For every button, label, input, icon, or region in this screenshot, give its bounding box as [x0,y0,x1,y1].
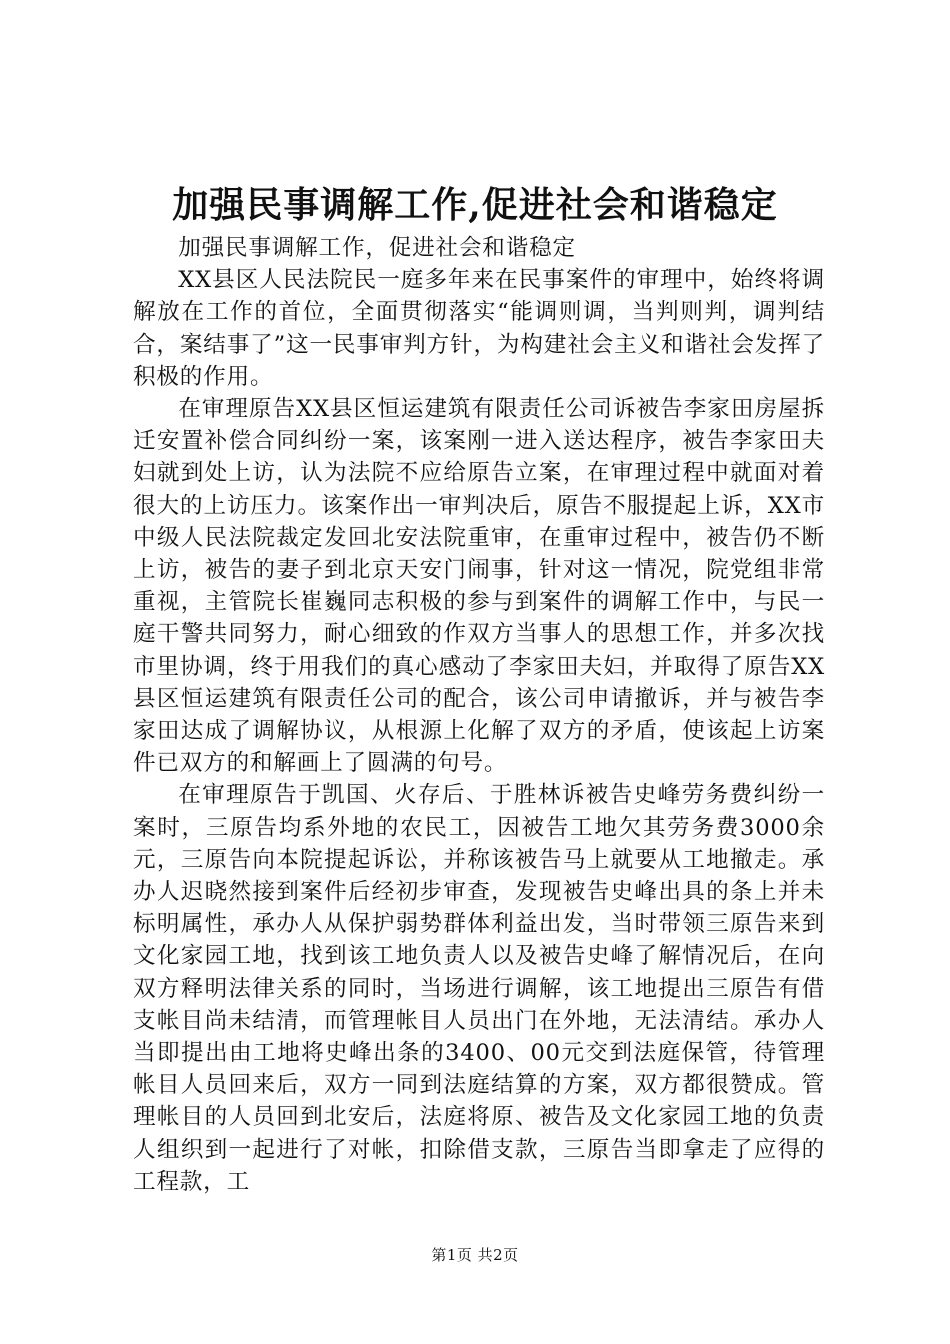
document-title: 加强民事调解工作,促进社会和谐稳定 [172,184,778,226]
page-number-footer: 第1页 共2页 [431,1246,519,1264]
document-body [133,232,825,1198]
paragraph-intro: XX县区人民法院民一庭多年来在民事案件的审理中，始终将调解放在工作的首位，全面贯彻落实“能调则调，当判则判，调判结合，案结事了”这一民事审判方针，为构建社会主义和谐社会发挥了积极的作用。 [133,267,825,390]
paragraph-subtitle: 加强民事调解工作，促进社会和谐稳定 [178,235,576,261]
paragraph-case-two: 在审理原告于凯国、火存后、于胜林诉被告史峰劳务费纠纷一案时，三原告均系外地的农民工，因被告工地欠其劳务费3000余元，三原告向本院提起诉讼，并称该被告马上就要从工地撤走。承办人迟晓然接到案件后经初步审查，发现被告史峰出具的条上并未标明属性，承办人从保护弱势群体利益出发，当时带领三原告来到文化家园工地，找到该工地负责人以及被告史峰了解情况后，在向双方释明法律关系的同时，当场进行调解，该工地提出三原告有借支帐目尚未结清，而管理帐目人员出门在外地，无法清结。承办人当即提出由工地将史峰出条的3400、00元交到法庭保管，待管理帐目人员回来后，双方一同到法庭结算的方案，双方都很赞成。管理帐目的人员回到北安后，法庭将原、被告及文化家园工地的负责人组织到一起进行了对帐，扣除借支款，三原告当即拿走了应得的工程款，工 [133,782,825,1195]
paragraph-case-one: 在审理原告XX县区恒运建筑有限责任公司诉被告李家田房屋拆迁安置补偿合同纠纷一案，该案刚一进入送达程序，被告李家田夫妇就到处上访，认为法院不应给原告立案，在审理过程中就面对着很大的上访压力。该案作出一审判决后，原告不服提起上诉，XX市中级人民法院裁定发回北安法院重审，在重审过程中，被告仍不断上访，被告的妻子到北京天安门闹事，针对这一情况，院党组非常重视，主管院长崔巍同志积极的参与到案件的调解工作中，与民一庭干警共同努力，耐心细致的作双方当事人的思想工作，并多次找市里协调，终于用我们的真心感动了李家田夫妇，并取得了原告XX县区恒运建筑有限责任公司的配合，该公司申请撤诉，并与被告李家田达成了调解协议，从根源上化解了双方的矛盾，使该起上访案件已双方的和解画上了圆满的句号。 [133,396,825,777]
